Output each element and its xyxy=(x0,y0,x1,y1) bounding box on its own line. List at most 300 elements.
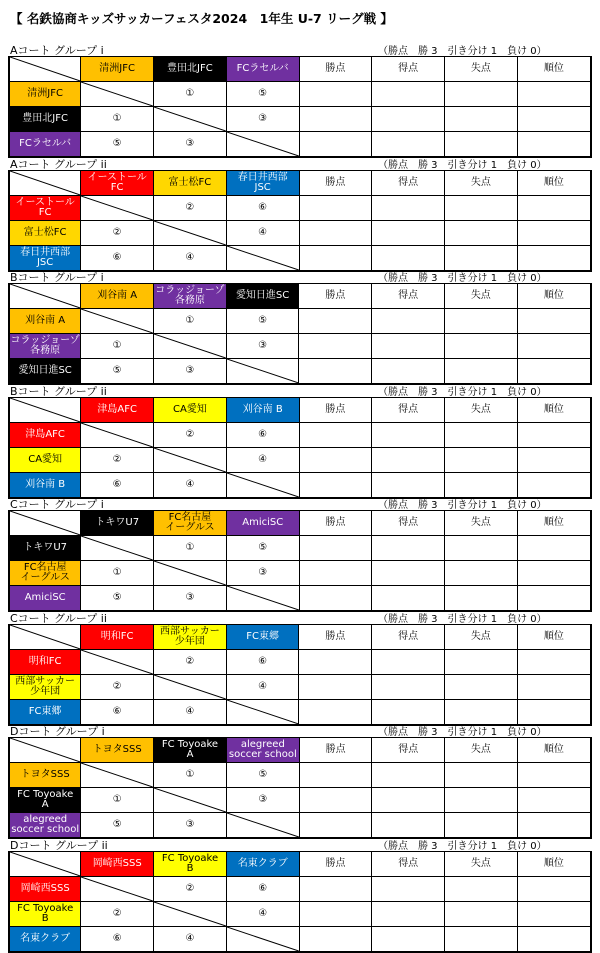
match-number: ④ xyxy=(226,447,299,472)
self-match-cell xyxy=(226,813,299,839)
team-name-line: A xyxy=(41,799,49,810)
match-number: ③ xyxy=(226,788,299,813)
diagonal-line xyxy=(81,82,153,106)
league-table xyxy=(8,737,592,839)
result-cell xyxy=(299,195,372,220)
header-row xyxy=(9,57,591,82)
league-table xyxy=(8,170,592,272)
result-cell xyxy=(372,245,445,271)
team-name-line: CA愛知 xyxy=(173,403,207,415)
match-number: ④ xyxy=(154,699,227,725)
result-cell xyxy=(445,763,518,788)
table-row xyxy=(9,422,591,447)
match-number: ⑥ xyxy=(81,472,154,498)
match-number: ① xyxy=(81,788,154,813)
column-team-3 xyxy=(226,57,299,82)
corner-cell xyxy=(9,397,81,422)
match-number: ② xyxy=(81,220,154,245)
result-cell xyxy=(299,472,372,498)
header-row xyxy=(9,511,591,536)
team-name-line: トキワU7 xyxy=(95,517,140,528)
match-number: ② xyxy=(154,876,227,901)
match-number: ⑤ xyxy=(226,309,299,334)
result-cell xyxy=(299,309,372,334)
column-header: 失点 xyxy=(445,397,518,422)
result-cell xyxy=(445,901,518,926)
match-number: ① xyxy=(81,334,154,359)
team-name-line: FC東郷 xyxy=(28,705,62,717)
team-name-line: 清洲JFC xyxy=(27,88,63,99)
league-group xyxy=(8,269,592,376)
result-cell xyxy=(444,699,517,725)
team-name-line: 名東クラブ xyxy=(20,932,71,944)
row-team-1 xyxy=(9,876,81,901)
team-name-line: トヨタSSS xyxy=(92,744,142,755)
result-cell xyxy=(445,926,518,952)
result-cell xyxy=(372,876,445,901)
row-team-1 xyxy=(9,195,81,220)
self-match-cell xyxy=(226,472,299,498)
column-header: 勝点 xyxy=(299,284,372,309)
diagonal-line xyxy=(154,561,226,585)
match-number: ⑥ xyxy=(81,926,154,952)
result-cell xyxy=(299,245,372,271)
match-number: ② xyxy=(154,649,227,674)
result-cell xyxy=(444,82,517,107)
table-row xyxy=(9,813,591,839)
result-cell xyxy=(445,586,518,612)
scoring-rule: （勝点 勝 3 引き分け 1 負け 0） xyxy=(378,386,547,398)
result-cell xyxy=(444,649,517,674)
group-name: Bコート グループ i xyxy=(10,271,104,284)
row-team-3 xyxy=(9,472,81,498)
group-header xyxy=(8,837,592,851)
column-header: 得点 xyxy=(372,284,445,309)
group-name: Dコート グループ i xyxy=(10,725,105,738)
row-team-2 xyxy=(9,901,81,926)
result-cell xyxy=(372,674,445,699)
column-header: 失点 xyxy=(445,738,518,763)
match-number: ③ xyxy=(154,359,227,385)
result-cell xyxy=(444,334,517,359)
group-header xyxy=(8,496,592,510)
diagonal-line xyxy=(227,927,299,951)
self-match-cell xyxy=(154,901,227,926)
league-table xyxy=(8,624,592,726)
match-number: ⑥ xyxy=(226,649,299,674)
result-cell xyxy=(517,245,591,271)
team-name-line: イーストールFC xyxy=(87,171,147,193)
column-team-1 xyxy=(81,170,154,195)
row-team-2 xyxy=(9,561,81,586)
column-team-2 xyxy=(154,170,227,195)
column-team-1 xyxy=(81,624,154,649)
corner-cell xyxy=(9,624,81,649)
self-match-cell xyxy=(226,132,299,158)
result-cell xyxy=(372,309,445,334)
row-team-3 xyxy=(9,586,81,612)
row-team-3 xyxy=(9,245,81,271)
match-number: ① xyxy=(154,309,227,334)
row-team-3 xyxy=(9,359,81,385)
column-header: 勝点 xyxy=(299,624,372,649)
team-name-line: FC名古屋 xyxy=(23,562,67,573)
team-name-line: AmiciSC xyxy=(242,517,284,528)
result-cell xyxy=(445,876,518,901)
result-cell xyxy=(372,107,445,132)
group-header xyxy=(8,610,592,624)
row-team-1 xyxy=(9,536,81,561)
result-cell xyxy=(517,699,591,725)
team-name-line: 愛知日進SC xyxy=(18,365,72,376)
match-number: ② xyxy=(81,901,154,926)
team-name-line: イーグルス xyxy=(165,522,215,533)
result-cell xyxy=(299,132,372,158)
match-number: ⑤ xyxy=(226,536,299,561)
column-header: 失点 xyxy=(445,511,518,536)
result-cell xyxy=(299,220,372,245)
league-group xyxy=(8,610,592,717)
table-row xyxy=(9,309,591,334)
result-cell xyxy=(299,813,372,839)
team-name-line: トヨタSSS xyxy=(20,769,70,780)
diagonal-line xyxy=(10,171,80,195)
team-name-line: 明和FC xyxy=(28,655,62,667)
table-row xyxy=(9,649,591,674)
team-name-line: AmiciSC xyxy=(24,592,66,603)
group-header xyxy=(8,42,592,56)
column-team-2 xyxy=(154,738,227,763)
self-match-cell xyxy=(154,107,227,132)
league-table xyxy=(8,56,592,158)
table-row xyxy=(9,788,591,813)
match-number: ⑥ xyxy=(81,245,154,271)
result-cell xyxy=(372,472,445,498)
table-row xyxy=(9,926,591,952)
table-row xyxy=(9,245,591,271)
self-match-cell xyxy=(154,674,227,699)
self-match-cell xyxy=(226,699,299,725)
match-number: ② xyxy=(81,447,154,472)
column-team-3 xyxy=(226,170,299,195)
result-cell xyxy=(517,309,591,334)
self-match-cell xyxy=(226,359,299,385)
result-cell xyxy=(517,82,591,107)
result-cell xyxy=(445,245,518,271)
column-header: 順位 xyxy=(517,397,591,422)
result-cell xyxy=(299,359,372,385)
match-number: ① xyxy=(154,763,227,788)
result-cell xyxy=(517,813,591,839)
team-name-line: 愛知日進SC xyxy=(235,290,290,301)
match-number: ③ xyxy=(226,561,299,586)
row-team-2 xyxy=(9,334,81,359)
column-header: 順位 xyxy=(517,511,591,536)
table-row xyxy=(9,561,591,586)
match-number: ① xyxy=(81,561,154,586)
group-header xyxy=(8,723,592,737)
result-cell xyxy=(299,586,372,612)
corner-cell xyxy=(9,284,81,309)
team-name-line: 少年団 xyxy=(30,685,61,697)
group-name: Aコート グループ i xyxy=(10,44,104,57)
self-match-cell xyxy=(81,422,154,447)
column-team-3 xyxy=(226,397,299,422)
result-cell xyxy=(299,926,372,952)
self-match-cell xyxy=(226,926,299,952)
column-team-1 xyxy=(81,284,154,309)
team-name-line: A xyxy=(186,749,194,760)
table-row xyxy=(9,132,591,158)
match-number: ④ xyxy=(226,220,299,245)
column-header: 勝点 xyxy=(299,170,372,195)
table-row xyxy=(9,586,591,612)
column-header: 勝点 xyxy=(299,738,372,763)
team-name-line: alegreed xyxy=(23,814,68,825)
result-cell xyxy=(517,586,591,612)
result-cell xyxy=(299,649,372,674)
team-name-line: 西部サッカー xyxy=(159,625,220,637)
diagonal-line xyxy=(10,511,80,535)
column-team-2 xyxy=(154,397,227,422)
result-cell xyxy=(372,699,445,725)
column-header: 順位 xyxy=(517,624,591,649)
team-name-line: FC東郷 xyxy=(246,630,279,642)
result-cell xyxy=(372,901,445,926)
match-number: ④ xyxy=(226,901,299,926)
self-match-cell xyxy=(81,876,154,901)
team-name-line: 西部サッカー xyxy=(15,675,76,687)
column-header: 得点 xyxy=(372,397,445,422)
team-name-line: soccer school xyxy=(11,824,80,835)
league-group xyxy=(8,156,592,268)
match-number: ④ xyxy=(154,926,227,952)
column-header: 得点 xyxy=(372,511,445,536)
table-row xyxy=(9,82,591,107)
league-group xyxy=(8,723,592,835)
diagonal-line xyxy=(227,586,299,610)
league-group xyxy=(8,837,592,944)
scoring-rule: （勝点 勝 3 引き分け 1 負け 0） xyxy=(378,46,547,57)
column-header: 失点 xyxy=(444,57,517,82)
page-title: 【 名鉄協商キッズサッカーフェスタ2024 1年生 U-7 リーグ戦 】 xyxy=(10,11,393,26)
diagonal-line xyxy=(10,398,80,422)
team-name-line: 清洲JFC xyxy=(99,63,135,74)
result-cell xyxy=(445,472,518,498)
match-number: ② xyxy=(154,195,227,220)
corner-cell xyxy=(9,170,81,195)
column-header: 順位 xyxy=(517,284,591,309)
column-team-1 xyxy=(81,851,154,876)
result-cell xyxy=(372,220,445,245)
match-number: ④ xyxy=(154,472,227,498)
result-cell xyxy=(517,195,591,220)
diagonal-line xyxy=(154,788,226,812)
team-name-line: FC Toyoake xyxy=(17,789,74,800)
league-table xyxy=(8,397,592,499)
match-number: ⑤ xyxy=(81,359,154,385)
column-header: 得点 xyxy=(372,851,445,876)
table-row xyxy=(9,536,591,561)
result-cell xyxy=(372,334,445,359)
scoring-rule: （勝点 勝 3 引き分け 1 負け 0） xyxy=(378,840,547,852)
team-name-line: 春日井西部 xyxy=(20,246,71,258)
group-name: Dコート グループ ii xyxy=(10,838,108,852)
column-header: 得点 xyxy=(372,57,445,82)
result-cell xyxy=(372,561,445,586)
diagonal-line xyxy=(227,700,299,724)
match-number: ⑤ xyxy=(81,813,154,839)
result-cell xyxy=(299,82,372,107)
group-header xyxy=(8,269,592,283)
group-name: Cコート グループ i xyxy=(10,498,104,511)
column-header: 失点 xyxy=(444,624,517,649)
team-name-line: 豊田北JFC xyxy=(167,63,213,74)
result-cell xyxy=(517,926,591,952)
result-cell xyxy=(372,813,445,839)
match-number: ③ xyxy=(226,334,299,359)
column-header: 得点 xyxy=(372,170,445,195)
league-table xyxy=(8,851,592,953)
scoring-rule: （勝点 勝 3 引き分け 1 負け 0） xyxy=(378,273,547,284)
match-number: ③ xyxy=(226,107,299,132)
result-cell xyxy=(444,309,517,334)
column-header: 失点 xyxy=(444,284,517,309)
match-number: ① xyxy=(154,536,227,561)
column-team-2 xyxy=(154,624,227,649)
team-name-line: FC Toyoake xyxy=(161,739,219,750)
diagonal-line xyxy=(227,813,299,837)
group-header xyxy=(8,156,592,170)
result-cell xyxy=(299,536,372,561)
diagonal-line xyxy=(227,473,299,497)
result-cell xyxy=(517,876,591,901)
result-cell xyxy=(299,334,372,359)
team-name-line: alegreed xyxy=(240,739,285,750)
match-number: ④ xyxy=(154,245,227,271)
header-row xyxy=(9,624,591,649)
table-row xyxy=(9,334,591,359)
match-number: ③ xyxy=(154,132,227,158)
diagonal-line xyxy=(154,902,226,926)
result-cell xyxy=(372,422,445,447)
self-match-cell xyxy=(81,82,154,107)
team-name-line: 少年団 xyxy=(174,635,205,647)
team-name-line: 刈谷南 B xyxy=(25,478,66,490)
column-header: 失点 xyxy=(445,170,518,195)
self-match-cell xyxy=(154,561,227,586)
team-name-line: FC Toyoake xyxy=(17,902,74,914)
team-name-line: 明和FC xyxy=(100,630,134,642)
table-row xyxy=(9,220,591,245)
column-header: 勝点 xyxy=(299,397,372,422)
result-cell xyxy=(445,195,518,220)
table-row xyxy=(9,195,591,220)
match-number: ② xyxy=(81,674,154,699)
match-number: ② xyxy=(154,422,227,447)
column-header: 得点 xyxy=(372,624,445,649)
self-match-cell xyxy=(81,309,154,334)
result-cell xyxy=(445,422,518,447)
result-cell xyxy=(517,649,591,674)
self-match-cell xyxy=(81,536,154,561)
column-team-1 xyxy=(81,511,154,536)
header-row xyxy=(9,170,591,195)
column-header: 得点 xyxy=(372,738,445,763)
team-name-line: 富士松FC xyxy=(168,176,212,188)
match-number: ⑤ xyxy=(226,763,299,788)
league-table xyxy=(8,283,592,385)
team-name-line: 岡崎西SSS xyxy=(92,857,142,869)
corner-cell xyxy=(9,738,81,763)
team-name-line: 豊田北JFC xyxy=(22,113,68,124)
column-header: 勝点 xyxy=(299,851,372,876)
diagonal-line xyxy=(10,57,80,81)
group-name: Bコート グループ ii xyxy=(10,384,107,398)
result-cell xyxy=(517,788,591,813)
match-number: ⑤ xyxy=(81,586,154,612)
column-team-1 xyxy=(81,397,154,422)
diagonal-line xyxy=(10,284,80,308)
table-row xyxy=(9,472,591,498)
team-name-line: 刈谷南 A xyxy=(25,315,66,326)
result-cell xyxy=(517,472,591,498)
diagonal-line xyxy=(227,359,299,383)
team-name-line: 各務原 xyxy=(174,295,205,306)
team-name-line: 岡崎西SSS xyxy=(20,882,70,894)
row-team-3 xyxy=(9,132,81,158)
column-team-3 xyxy=(226,284,299,309)
match-number: ③ xyxy=(154,813,227,839)
result-cell xyxy=(517,132,591,158)
result-cell xyxy=(517,561,591,586)
match-number: ⑤ xyxy=(81,132,154,158)
result-cell xyxy=(299,699,372,725)
result-cell xyxy=(299,561,372,586)
result-cell xyxy=(444,132,517,158)
result-cell xyxy=(299,788,372,813)
diagonal-line xyxy=(81,309,153,333)
column-team-1 xyxy=(81,738,154,763)
team-name-line: 春日井西部 xyxy=(237,171,288,183)
diagonal-line xyxy=(10,852,80,876)
table-row xyxy=(9,107,591,132)
column-header: 順位 xyxy=(517,738,591,763)
result-cell xyxy=(445,561,518,586)
self-match-cell xyxy=(154,788,227,813)
row-team-2 xyxy=(9,674,81,699)
column-team-3 xyxy=(226,738,299,763)
row-team-2 xyxy=(9,788,81,813)
team-name-line: コラッジョーゾ xyxy=(10,335,80,346)
result-cell xyxy=(372,536,445,561)
diagonal-line xyxy=(227,132,299,156)
column-team-2 xyxy=(154,511,227,536)
result-cell xyxy=(517,901,591,926)
row-team-1 xyxy=(9,763,81,788)
diagonal-line xyxy=(154,334,226,358)
column-header: 勝点 xyxy=(299,57,372,82)
result-cell xyxy=(372,763,445,788)
match-number: ⑥ xyxy=(226,195,299,220)
column-team-3 xyxy=(226,851,299,876)
team-name-line: イーストールFC xyxy=(15,196,75,218)
self-match-cell xyxy=(154,334,227,359)
match-number: ⑥ xyxy=(81,699,154,725)
match-number: ⑤ xyxy=(226,82,299,107)
result-cell xyxy=(444,359,517,385)
result-cell xyxy=(445,447,518,472)
